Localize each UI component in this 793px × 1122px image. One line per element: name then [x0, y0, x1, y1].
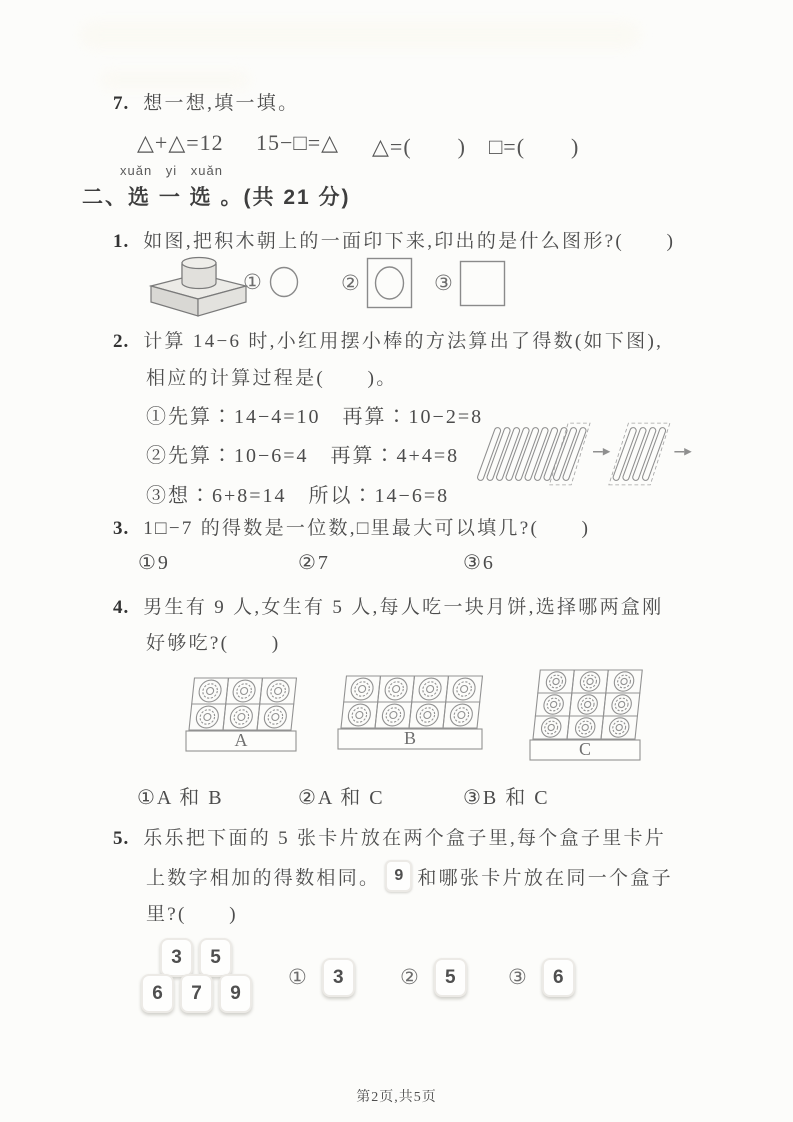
q5-option-2-label: ② — [400, 965, 419, 989]
question-5-text-2a: 上数字相加的得数相同。 — [146, 867, 381, 889]
scan-bleed-artifact — [100, 72, 250, 88]
cards-bottom-row — [141, 974, 252, 1013]
question-1-number: 1. — [113, 231, 130, 252]
svg-text:C: C — [578, 739, 592, 759]
question-7-line — [113, 88, 299, 115]
question-2-line-1 — [113, 326, 663, 353]
question-3-text: 1□−7 的得数是一位数,□里最大可以填几?( ) — [143, 518, 591, 539]
cards-top-row — [160, 938, 232, 977]
question-4-text-1: 男生有 9 人,女生有 5 人,每人吃一块月饼,选择哪两盒刚 — [143, 597, 664, 618]
cylinder-on-block-image — [146, 252, 251, 318]
number-card: 5 — [434, 958, 467, 997]
question-3-number: 3. — [113, 518, 130, 539]
question-7-prompt: 想一想,填一填。 — [143, 93, 300, 114]
q2-option-1: ①先算∶14−4=10 再算∶10−2=8 — [146, 406, 484, 428]
question-1-text: 如图,把积木朝上的一面印下来,印出的是什么图形?( ) — [143, 231, 676, 252]
question-5-line-2 — [146, 860, 673, 892]
q1-option-2-label: ② — [341, 270, 360, 295]
q5-option-3 — [508, 958, 575, 997]
section-title: 二、选 一 选 。(共 21 分) — [82, 186, 351, 209]
number-card: 6 — [141, 974, 174, 1013]
mooncake-box-B — [336, 674, 492, 758]
equation-4: □=( ) — [489, 134, 580, 159]
q3-option-1: ①9 — [138, 552, 170, 574]
question-5-line-1 — [113, 823, 666, 850]
question-2-number: 2. — [113, 331, 130, 352]
mooncake-box-C — [528, 668, 650, 769]
q4-option-1: ①A 和 B — [137, 787, 224, 809]
svg-text:B: B — [403, 728, 417, 748]
svg-text:A: A — [234, 730, 248, 750]
q5-option-1 — [288, 958, 355, 997]
question-4-line-2 — [146, 628, 281, 655]
mooncake-box-A-image — [184, 676, 306, 755]
q1-option-1-label: ① — [243, 269, 262, 294]
question-5-text-2b: 和哪张卡片放在同一个盒子 — [417, 867, 673, 889]
q5-option-1-label: ① — [288, 965, 307, 989]
question-5-line-3 — [146, 899, 238, 926]
circle-in-square-shape — [366, 257, 413, 309]
sticks-figure — [474, 417, 700, 496]
q1-option-2 — [341, 257, 413, 309]
question-2-line-2 — [146, 363, 398, 390]
q2-option-2: ②先算∶10−6=4 再算∶4+4=8 — [146, 445, 460, 467]
q1-option-3-label: ③ — [434, 271, 453, 295]
number-card: 3 — [322, 958, 355, 997]
question-2-text-1: 计算 14−6 时,小红用摆小棒的方法算出了得数(如下图), — [143, 331, 664, 352]
equation-1: △+△=12 — [137, 130, 224, 155]
scan-bleed-artifact — [80, 22, 640, 48]
question-5-text-3: 里?( ) — [146, 904, 238, 925]
question-4-number: 4. — [113, 597, 130, 618]
equation-2: 15−□=△ — [256, 130, 340, 155]
question-2-text-2: 相应的计算过程是( )。 — [146, 368, 398, 389]
number-card: 9 — [219, 974, 252, 1013]
number-card: 6 — [542, 958, 575, 997]
circle-shape — [268, 265, 300, 299]
question-5-number: 5. — [113, 828, 130, 849]
q1-option-1 — [243, 262, 300, 302]
number-card: 3 — [160, 938, 193, 977]
mooncake-box-A — [184, 676, 306, 760]
q5-option-2 — [400, 958, 467, 997]
question-1-line — [113, 226, 675, 253]
page-footer: 第2页,共5页 — [356, 1090, 437, 1105]
q4-option-2: ②A 和 C — [298, 787, 385, 809]
block-figure — [146, 252, 251, 323]
mooncake-box-B-image — [336, 674, 492, 753]
question-7-number: 7. — [113, 93, 130, 114]
q2-option-3: ③想∶6+8=14 所以∶14−6=8 — [146, 485, 450, 507]
section-pinyin: xuǎn yi xuǎn — [120, 163, 223, 178]
q5-option-3-label: ③ — [508, 965, 527, 989]
square-shape — [459, 260, 506, 307]
counting-sticks-image — [474, 417, 700, 491]
question-4-line-1 — [113, 592, 664, 619]
question-5-text-1: 乐乐把下面的 5 张卡片放在两个盒子里,每个盒子里卡片 — [143, 828, 667, 849]
q3-option-3: ③6 — [463, 552, 495, 574]
number-card: 7 — [180, 974, 213, 1013]
q1-option-3 — [434, 260, 506, 307]
equation-3: △=( ) — [372, 134, 466, 159]
mooncake-box-C-image — [528, 668, 650, 764]
q4-option-3: ③B 和 C — [463, 787, 550, 809]
card-9-inline: 9 — [385, 860, 412, 892]
q3-option-2: ②7 — [298, 552, 330, 574]
number-card: 5 — [199, 938, 232, 977]
question-4-text-2: 好够吃?( ) — [146, 633, 281, 654]
question-3-line — [113, 513, 590, 540]
